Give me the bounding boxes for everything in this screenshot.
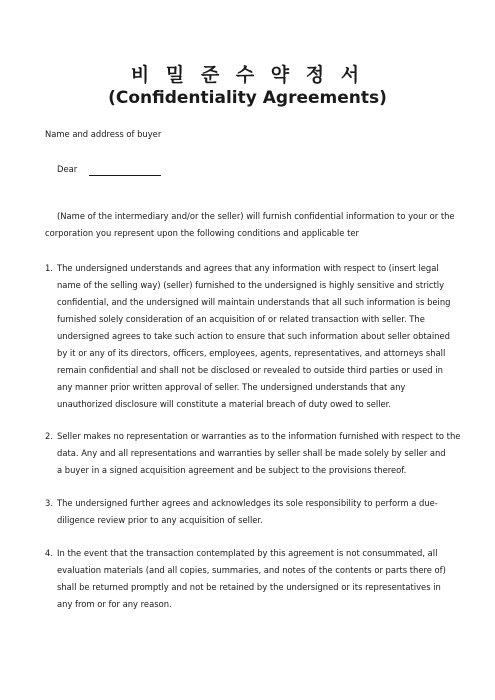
clause-line: data. Any and all representations and warranties by seller shall be made solely by seller and [57,448,446,458]
korean-title: 비 밀 준 수 약 정 서 [130,64,365,86]
english-title: (Confidentiality Agreements) [108,88,387,108]
intro-paragraph [45,208,455,243]
clause-body [57,428,461,479]
clause-3 [45,495,438,529]
clause-4 [45,545,446,613]
clause-number: 2. [45,431,53,441]
clause-line: any manner prior written approval of seller. The undersigned understands that any [57,382,406,392]
clause-number: 1. [45,263,53,273]
clause-body [57,260,451,413]
intro-line: (Name of the intermediary and/or the seller) will furnish confidential information to your or the [57,211,455,221]
clause-number: 4. [45,548,53,558]
clause-line: a buyer in a signed acquisition agreement and be subject to the provisions thereof. [57,465,407,475]
buyer-name-address-label: Name and address of buyer [45,129,162,139]
clause-2 [45,428,461,479]
clause-line: The undersigned further agrees and acknowledges its sole responsibility to perform a due- [57,498,438,508]
clause-line: undersigned agrees to take such action to ensure that such information about seller obtained [57,331,450,341]
clause-line: remain confidential and shall not be disclosed or revealed to outside third parties or used in [57,365,443,375]
dear-label: Dear [57,164,78,174]
recipient-blank-line [89,163,161,176]
clause-line: Seller makes no representation or warranties as to the information furnished with respect to the [57,431,461,441]
clause-body [57,495,438,529]
salutation [57,162,161,176]
clause-line: shall be returned promptly and not be retained by the undersigned or its representatives in [57,582,441,592]
clause-line: evaluation materials (and all copies, summaries, and notes of the contents or parts there of) [57,565,446,575]
clause-line: name of the selling way) (seller) furnished to the undersigned is highly sensitive and strictly [57,280,445,290]
clause-line: unauthorized disclosure will constitute a material breach of duty owed to seller. [57,399,392,409]
clause-line: confidential, and the undersigned will maintain understands that all such information is being [57,297,451,307]
clause-line: by it or any of its directors, officers, employees, agents, representatives, and attorneys shall [57,348,446,358]
clause-body [57,545,446,613]
intro-line: corporation you represent upon the following conditions and applicable ter [45,228,359,239]
clause-line: any from or for any reason. [57,599,172,609]
clause-line: furnished solely consideration of an acquisition of or related transaction with seller. The [57,314,425,324]
clause-line: In the event that the transaction contemplated by this agreement is not consummated, all [57,548,438,558]
clause-line: The undersigned understands and agrees that any information with respect to (insert legal [57,263,439,273]
clause-1 [45,260,451,413]
clause-number: 3. [45,498,53,508]
clause-line: diligence review prior to any acquisition of seller. [57,515,263,525]
